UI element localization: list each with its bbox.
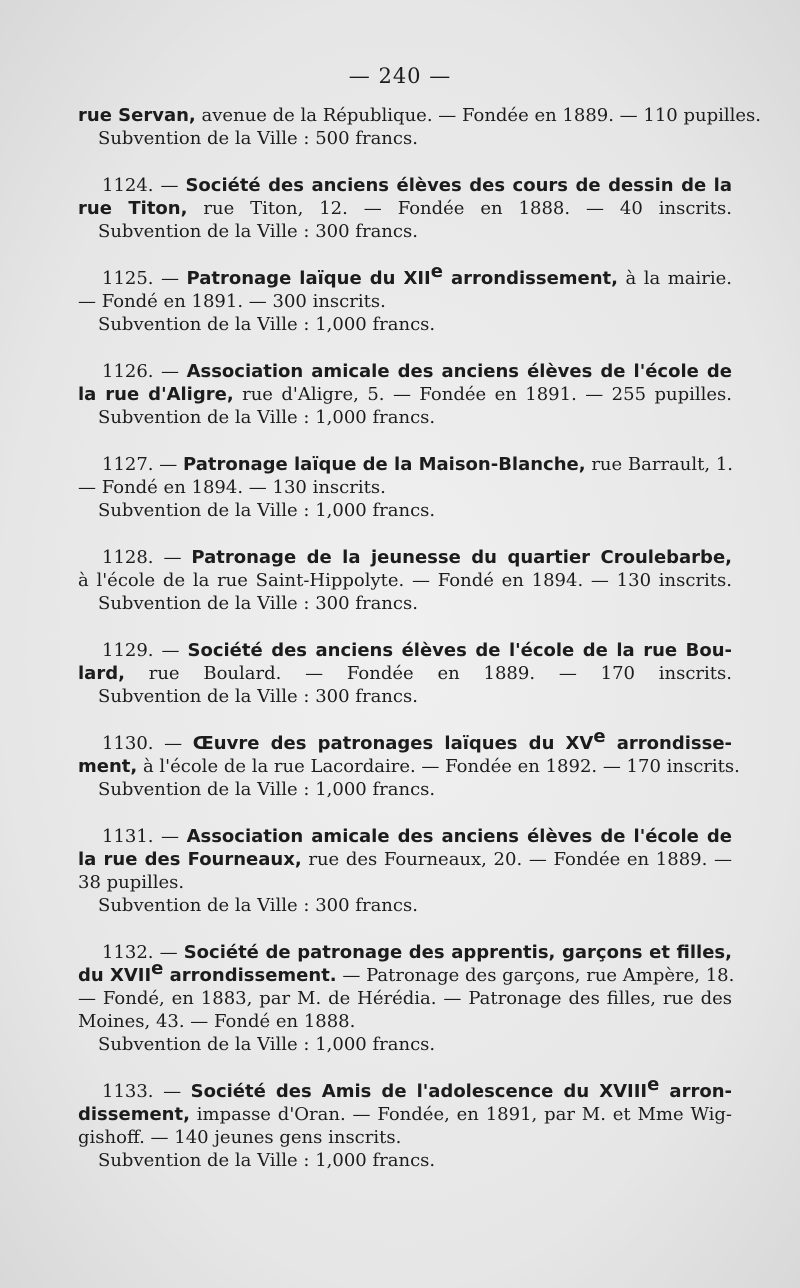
entry-text: avenue de la République. — Fondée en 1889. — 110 pupilles.	[195, 105, 762, 126]
entry-text: 1132. —	[102, 942, 184, 963]
entry-text: Subvention de la Ville : 1,000 francs.	[98, 314, 436, 335]
entry-text: Subvention de la Ville : 300 francs.	[98, 221, 418, 242]
entry	[78, 941, 735, 1056]
entry-text: 1125. —	[102, 268, 187, 289]
entry-line	[78, 894, 732, 917]
entry-line	[78, 127, 732, 150]
society-name: Patronage de la jeunesse du quartier Croulebarbe,	[191, 547, 732, 568]
entry-line	[78, 383, 732, 406]
society-name: du XVII	[78, 965, 152, 986]
entry-text: à l'école de la rue Lacordaire. — Fondée en 1892. — 170 inscrits.	[137, 756, 740, 777]
entry-line	[78, 220, 732, 243]
entry-line	[78, 662, 732, 685]
society-name: Patronage laïque de la Maison-Blanche,	[182, 454, 586, 475]
entry-text: Subvention de la Ville : 500 francs.	[98, 128, 418, 149]
entry-text: Subvention de la Ville : 1,000 francs.	[98, 1034, 436, 1055]
entry-text: rue Barrault, 1.	[585, 454, 733, 475]
entry-line	[78, 726, 732, 755]
society-name: arrondissement.	[163, 965, 337, 986]
entry-text: 1128. —	[102, 547, 192, 568]
entry-line	[78, 499, 732, 522]
society-name: Œuvre des patronages laïques du XV	[192, 733, 594, 754]
entry-text: Moines, 43. — Fondé en 1888.	[78, 1011, 356, 1032]
entry-line	[78, 546, 732, 569]
society-name: la rue d'Aligre,	[78, 384, 234, 405]
society-name: Société de patronage des apprentis, garçons et filles,	[183, 942, 732, 963]
society-name: rue Titon,	[78, 198, 188, 219]
entry-list	[78, 104, 762, 1196]
society-name: la rue des Fourneaux,	[78, 849, 302, 870]
entry-line	[78, 104, 762, 127]
entry-line	[78, 1033, 732, 1056]
entry-line	[78, 1074, 732, 1103]
entry-text: 1127. —	[102, 454, 183, 475]
entry-line	[78, 1103, 732, 1126]
entry-text: 1131. —	[102, 826, 187, 847]
entry-text: à la mairie.	[618, 268, 732, 289]
entry-line	[78, 755, 740, 778]
entry-text: Subvention de la Ville : 300 francs.	[98, 686, 418, 707]
superscript: e	[647, 1074, 660, 1095]
entry	[78, 453, 732, 522]
entry-line	[78, 569, 732, 592]
superscript: e	[430, 261, 443, 282]
entry-text: 1130. —	[102, 733, 193, 754]
entry-text: Subvention de la Ville : 1,000 francs.	[98, 779, 436, 800]
entry-line	[78, 825, 732, 848]
entry-text: — Fondé en 1891. — 300 inscrits.	[78, 291, 386, 312]
society-name: arrondissement,	[442, 268, 618, 289]
entry	[78, 1074, 732, 1172]
entry-text: — Patronage des garçons, rue Ampère, 18.	[336, 965, 735, 986]
entry-line	[78, 261, 732, 290]
society-name: dissement,	[78, 1104, 190, 1125]
society-name: ment,	[78, 756, 138, 777]
entry-line	[78, 1149, 732, 1172]
entry-text: 1126. —	[102, 361, 187, 382]
entry-line	[78, 197, 732, 220]
entry-text: — Fondé en 1894. — 130 inscrits.	[78, 477, 386, 498]
society-name: Société des anciens élèves des cours de dessin de la	[185, 175, 732, 196]
entry-line	[78, 987, 732, 1010]
entry-line	[78, 685, 732, 708]
entry-text: Subvention de la Ville : 1,000 francs.	[98, 407, 436, 428]
entry-text: Subvention de la Ville : 300 francs.	[98, 895, 418, 916]
entry-line	[78, 1010, 732, 1033]
entry	[78, 825, 732, 917]
entry-line	[78, 290, 732, 313]
entry-line	[78, 476, 732, 499]
entry	[78, 546, 732, 615]
entry-text: Subvention de la Ville : 300 francs.	[98, 593, 418, 614]
society-name: arrondisse-	[605, 733, 732, 754]
society-name: Patronage laïque du XII	[186, 268, 431, 289]
entry-line	[78, 871, 732, 894]
entry-line	[78, 360, 732, 383]
entry	[78, 726, 740, 801]
society-name: Association amicale des anciens élèves de l'école de	[186, 361, 732, 382]
entry-line	[78, 406, 732, 429]
entry-text: à l'école de la rue Saint-Hippolyte. — Fondé en 1894. — 130 inscrits.	[78, 570, 732, 591]
entry-text: rue Boulard. — Fondée en 1889. — 170 inscrits.	[124, 663, 732, 684]
entry	[78, 104, 762, 150]
superscript: e	[593, 726, 606, 747]
entry-text: rue Titon, 12. — Fondée en 1888. — 40 inscrits.	[187, 198, 732, 219]
entry	[78, 639, 732, 708]
entry-text: rue des Fourneaux, 20. — Fondée en 1889. —	[301, 849, 732, 870]
entry-line	[78, 848, 732, 871]
entry	[78, 174, 732, 243]
entry-line	[78, 778, 732, 801]
entry-text: — Fondé, en 1883, par M. de Hérédia. — Patronage des filles, rue des	[78, 988, 732, 1009]
society-name: Société des Amis de l'adolescence du XVIII	[190, 1081, 648, 1102]
superscript: e	[151, 958, 164, 979]
entry-text: Subvention de la Ville : 1,000 francs.	[98, 500, 436, 521]
entry-line	[78, 174, 732, 197]
entry-text: 1124. —	[102, 175, 186, 196]
entry-line	[78, 1126, 732, 1149]
entry-text: rue d'Aligre, 5. — Fondée en 1891. — 255 pupilles.	[233, 384, 732, 405]
entry-line	[78, 941, 732, 964]
entry-text: 1129. —	[102, 640, 188, 661]
entry-line	[78, 313, 732, 336]
entry-text: 1133. —	[102, 1081, 191, 1102]
society-name: rue Servan,	[78, 105, 196, 126]
entry-line	[78, 592, 732, 615]
society-name: arron-	[659, 1081, 732, 1102]
entry	[78, 261, 732, 336]
entry-text: 38 pupilles.	[78, 872, 185, 893]
entry-text: gishoff. — 140 jeunes gens inscrits.	[78, 1127, 402, 1148]
entry	[78, 360, 732, 429]
entry-line	[78, 453, 732, 476]
entry-text: impasse d'Oran. — Fondée, en 1891, par M. et Mme Wig-	[189, 1104, 732, 1125]
page-number: — 240 —	[348, 64, 452, 88]
society-name: Association amicale des anciens élèves de l'école de	[186, 826, 732, 847]
society-name: lard,	[78, 663, 125, 684]
society-name: Société des anciens élèves de l'école de la rue Bou-	[187, 640, 732, 661]
entry-line	[78, 639, 732, 662]
entry-line	[78, 958, 735, 987]
entry-text: Subvention de la Ville : 1,000 francs.	[98, 1150, 436, 1171]
